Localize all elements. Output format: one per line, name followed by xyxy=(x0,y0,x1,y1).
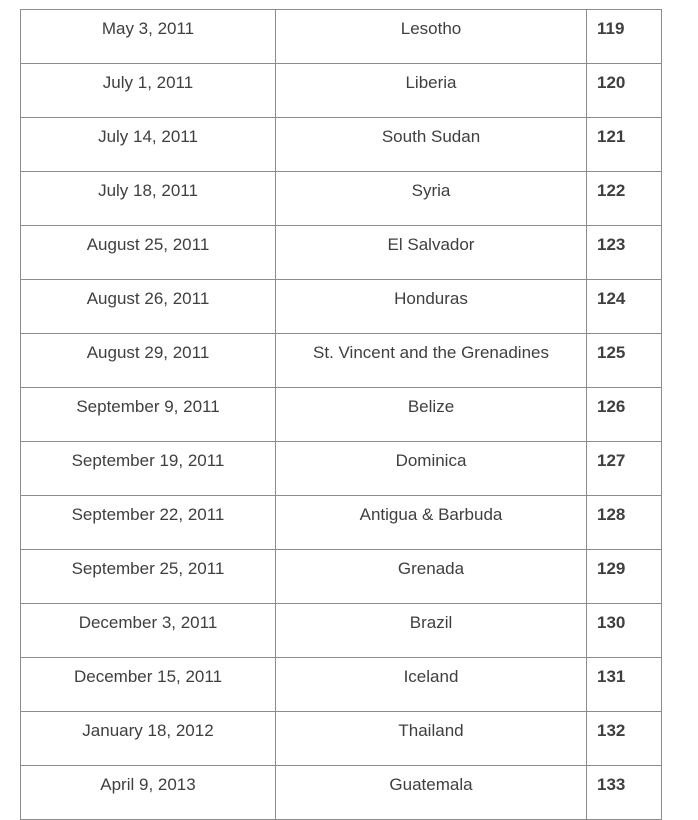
table-row xyxy=(21,604,662,658)
number-cell xyxy=(587,766,662,820)
number-cell xyxy=(587,604,662,658)
date-text: September 22, 2011 xyxy=(71,505,225,524)
number-text: 121 xyxy=(597,127,626,146)
number-text: 131 xyxy=(597,667,626,686)
table-row xyxy=(21,280,662,334)
number-cell xyxy=(587,658,662,712)
country-cell xyxy=(276,280,587,334)
table-row xyxy=(21,64,662,118)
table-row xyxy=(21,226,662,280)
date-cell xyxy=(21,442,276,496)
date-cell xyxy=(21,766,276,820)
date-text: July 14, 2011 xyxy=(98,127,198,146)
country-text: Antigua & Barbuda xyxy=(359,505,503,524)
date-cell xyxy=(21,604,276,658)
country-text: Belize xyxy=(407,397,455,416)
table-body xyxy=(21,10,662,820)
date-cell xyxy=(21,550,276,604)
table-row xyxy=(21,172,662,226)
date-text: July 18, 2011 xyxy=(98,181,198,200)
number-cell xyxy=(587,334,662,388)
country-cell xyxy=(276,10,587,64)
table-row xyxy=(21,442,662,496)
country-text: Lesotho xyxy=(400,19,462,38)
date-text: January 18, 2012 xyxy=(82,721,214,740)
date-cell xyxy=(21,172,276,226)
country-cell xyxy=(276,334,587,388)
number-text: 129 xyxy=(597,559,626,578)
date-text: July 1, 2011 xyxy=(102,73,194,92)
table-row xyxy=(21,712,662,766)
date-cell xyxy=(21,658,276,712)
number-text: 119 xyxy=(597,19,625,38)
date-cell xyxy=(21,334,276,388)
country-cell xyxy=(276,388,587,442)
date-text: December 15, 2011 xyxy=(73,667,223,686)
number-text: 120 xyxy=(597,73,626,92)
date-cell xyxy=(21,10,276,64)
date-text: September 19, 2011 xyxy=(71,451,225,470)
country-cell xyxy=(276,550,587,604)
date-cell xyxy=(21,496,276,550)
number-cell xyxy=(587,496,662,550)
country-cell xyxy=(276,64,587,118)
number-text: 132 xyxy=(597,721,626,740)
table-row xyxy=(21,388,662,442)
country-text: Syria xyxy=(411,181,451,200)
country-cell xyxy=(276,172,587,226)
date-cell xyxy=(21,118,276,172)
number-text: 123 xyxy=(597,235,626,254)
country-text: El Salvador xyxy=(387,235,475,254)
date-text: August 26, 2011 xyxy=(86,289,210,308)
number-cell xyxy=(587,226,662,280)
number-text: 133 xyxy=(597,775,626,794)
country-cell xyxy=(276,766,587,820)
country-text: Grenada xyxy=(397,559,465,578)
number-text: 125 xyxy=(597,343,626,362)
table-row xyxy=(21,766,662,820)
country-cell xyxy=(276,118,587,172)
date-text: December 3, 2011 xyxy=(78,613,218,632)
recognition-table xyxy=(20,9,662,820)
table-row xyxy=(21,118,662,172)
country-text: Liberia xyxy=(405,73,457,92)
date-text: April 9, 2013 xyxy=(100,775,196,794)
recognition-table-container xyxy=(20,9,661,820)
country-cell xyxy=(276,496,587,550)
date-text: September 9, 2011 xyxy=(76,397,220,416)
country-cell xyxy=(276,226,587,280)
date-cell xyxy=(21,64,276,118)
number-cell xyxy=(587,280,662,334)
number-cell xyxy=(587,442,662,496)
table-row xyxy=(21,496,662,550)
country-text: Iceland xyxy=(403,667,459,686)
country-text: South Sudan xyxy=(381,127,481,146)
country-cell xyxy=(276,712,587,766)
country-text: Thailand xyxy=(398,721,464,740)
table-row xyxy=(21,334,662,388)
number-text: 126 xyxy=(597,397,626,416)
country-cell xyxy=(276,442,587,496)
table-row xyxy=(21,10,662,64)
number-text: 122 xyxy=(597,181,626,200)
country-cell xyxy=(276,658,587,712)
country-cell xyxy=(276,604,587,658)
date-text: August 25, 2011 xyxy=(86,235,210,254)
number-cell xyxy=(587,172,662,226)
number-cell xyxy=(587,118,662,172)
number-text: 130 xyxy=(597,613,626,632)
number-cell xyxy=(587,712,662,766)
number-cell xyxy=(587,10,662,64)
table-row xyxy=(21,658,662,712)
number-text: 128 xyxy=(597,505,626,524)
number-cell xyxy=(587,64,662,118)
country-text: Dominica xyxy=(395,451,467,470)
date-text: August 29, 2011 xyxy=(86,343,210,362)
country-text: St. Vincent and the Grenadines xyxy=(313,343,549,362)
number-text: 127 xyxy=(597,451,626,470)
number-cell xyxy=(587,550,662,604)
date-cell xyxy=(21,226,276,280)
number-text: 124 xyxy=(597,289,626,308)
date-text: September 25, 2011 xyxy=(71,559,225,578)
country-text: Brazil xyxy=(409,613,453,632)
date-text: May 3, 2011 xyxy=(101,19,195,38)
date-cell xyxy=(21,388,276,442)
number-cell xyxy=(587,388,662,442)
country-text: Guatemala xyxy=(389,775,473,794)
date-cell xyxy=(21,712,276,766)
date-cell xyxy=(21,280,276,334)
country-text: Honduras xyxy=(394,289,468,308)
table-row xyxy=(21,550,662,604)
